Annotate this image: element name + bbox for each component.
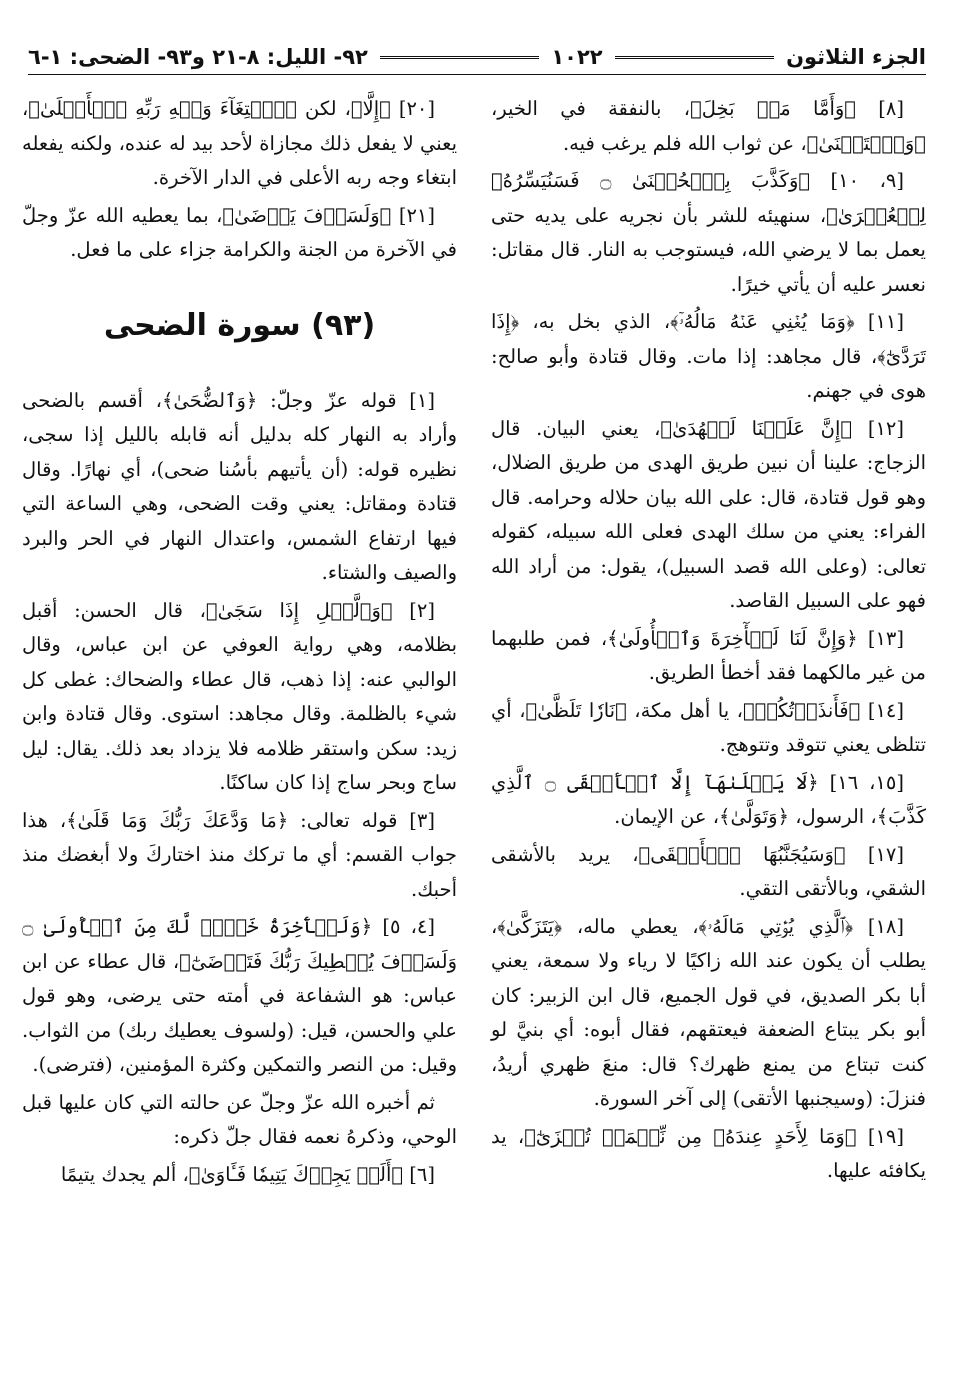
page-header	[28, 40, 926, 75]
left-column	[22, 92, 457, 1367]
header-rule-left	[380, 56, 539, 59]
paragraph-duha-verse-6: [٦] ﴿أَلَمۡ يَجِدۡكَ يَتِيمٗا فَـَٔاوَىٰ﴾، ألم يجدك يتيمًا	[60, 1162, 435, 1186]
paragraph-verse-19: [١٩] ﴿وَمَا لِأَحَدٍ عِندَهُۥ مِن نِّعۡمَةٖ تُجۡزَىٰٓ﴾، يد يكافئه عليها.	[491, 1124, 926, 1182]
paragraph-verses-9-10: [٩، ١٠] ﴿وَكَذَّبَ بِٱلۡحُسۡنَىٰ ۝ فَسَنُيَسِّرُهُۥ لِلۡعُسۡرَىٰ﴾، سنهيئه للشر بأن نجريه على يديه حتى يعمل بما لا يرضي الله، فيستوجب به النار. قال مقاتل: نعسر عليه أن يأتي خيرًا.	[491, 169, 926, 296]
paragraph-duha-verse-3: [٣] قوله تعالى: ﴿مَا وَدَّعَكَ رَبُّكَ وَمَا قَلَىٰ﴾، هذا جواب القسم: أي ما تركك منذ اختاركَ ولا أبغضك منذ أحبك.	[22, 808, 457, 901]
surah-title: (٩٣) سورة الضحى	[103, 307, 376, 343]
surah-range-label: ٩٢- الليل: ٨-٢١ و٩٣- الضحى: ١-٦	[28, 45, 368, 69]
paragraph-verse-21: [٢١] ﴿وَلَسَوۡفَ يَرۡضَىٰ﴾، بما يعطيه الله عزّ وجلّ في الآخرة من الجنة والكرامة جزاء على ما فعل.	[22, 203, 457, 261]
paragraph-verse-13: [١٣] ﴿وَإِنَّ لَنَا لَلۡأٓخِرَةَ وَٱلۡأُولَىٰ﴾، فمن طلبهما من غير مالكهما فقد أخطأ الطريق.	[491, 626, 926, 684]
part-label: الجزء الثلاثون	[786, 45, 926, 69]
text-columns	[22, 92, 926, 1367]
paragraph-verse-17: [١٧] ﴿وَسَيُجَنَّبُهَا ٱلۡأَتۡقَى﴾، يريد بالأشقى الشقي، وبالأتقى التقي.	[491, 842, 926, 900]
paragraph-verse-12: [١٢] ﴿إِنَّ عَلَيۡنَا لَلۡهُدَىٰ﴾، يعني البيان. قال الزجاج: علينا أن نبين طريق الهدى من طريق الضلال، وهو قول قتادة، قال: على الله بيان حلاله وحرامه. قال الفراء: يعني من سلك الهدى فعلى الله سبيله، كقوله تعالى: (وعلى الله قصد السبيل)، يقول: من أراد الله فهو على السبيل القاصد.	[491, 416, 926, 612]
paragraph-duha-verse-1: [١] قوله عزّ وجلّ: ﴿وَٱلضُّحَىٰ﴾، أقسم بالضحى وأراد به النهار كله بدليل أنه قابله بالليل إذا سجى، نظيره قوله: (أن يأتيهم بأسُنا ضحى)، أي نهارًا. وقال قتادة ومقاتل: يعني وقت الضحى، وهي الساعة التي فيها ارتفاع الشمس، واعتدال النهار في الحر والبرد والصيف والشتاء.	[22, 388, 457, 584]
right-column	[491, 92, 926, 1367]
paragraph-duha-verses-4-5: [٤، ٥] ﴿وَلَلۡأٓخِرَةُ خَيۡرٞ لَّكَ مِنَ ٱلۡأُولَىٰ ۝ وَلَسَوۡفَ يُعۡطِيكَ رَبُّكَ فَتَرۡضَىٰٓ﴾، قال عطاء عن ابن عباس: هو الشفاعة في أمته حتى يرضى، وهو قول علي والحسن، قيل: (ولسوف يعطيك ربك) من الثواب. وقيل: من النصر والتمكين وكثرة المؤمنين، (فترضى).	[22, 915, 457, 1076]
paragraph-verse-18: [١٨] ﴿ٱلَّذِي يُؤۡتِي مَالَهُۥ﴾، يعطي ماله، ﴿يَتَزَكَّىٰ﴾، يطلب أن يكون عند الله زاكيًا لا رياء ولا سمعة، يعني أبا بكر الصديق، في قول الجميع، قال ابن الزبير: كان أبو بكر يبتاع الضعفة فيعتقهم، فقال أبوه: أي بنيَّ لو كنت تبتاع من يمنع ظهرك؟ قال: منعَ ظهري أريدُ، فنزلَ: (وسيجنبها الأتقى) إلى آخر السورة.	[491, 914, 926, 1110]
paragraph-verses-15-16: [١٥، ١٦] ﴿لَا يَصۡلَىٰهَآ إِلَّا ٱلۡأَشۡقَى ۝ ٱلَّذِي كَذَّبَ﴾، الرسول، ﴿وَتَوَلَّىٰ﴾، عن الإيمان.	[491, 770, 926, 828]
page-number: ١٠٢٢	[551, 45, 603, 69]
paragraph-verse-14: [١٤] ﴿فَأَنذَرۡتُكُمۡ﴾، يا أهل مكة، ﴿نَارٗا تَلَظَّىٰ﴾، أي تتلظى يعني تتوقد وتتوهج.	[491, 698, 926, 756]
paragraph-verse-11: [١١] ﴿وَمَا يُغۡنِي عَنۡهُ مَالُهُۥٓ﴾، الذي بخل به، ﴿إِذَا تَرَدَّىٰٓ﴾، قال مجاهد: إذا مات. وقال قتادة وأبو صالح: هوى في جهنم.	[491, 310, 926, 402]
paragraph-duha-verse-2: [٢] ﴿وَٱلَّيۡلِ إِذَا سَجَىٰ﴾، قال الحسن: أقبل بظلامه، وهي رواية العوفي عن ابن عباس، وقال الوالبي عنه: إذا ذهب، قال عطاء والضحاك: غطى كل شيء بالظلمة. وقال مجاهد: استوى. وقال قتادة وابن زيد: سكن واستقر ظلامه فلا يزداد بعد ذلك. يقال: ليل ساج وبحر ساج إذا كان ساكنًا.	[22, 598, 457, 794]
paragraph-verse-8: [٨] ﴿وَأَمَّا مَنۢ بَخِلَ﴾، بالنفقة في الخير، ﴿وَٱسۡتَغۡنَىٰ﴾، عن ثواب الله فلم يرغب فيه.	[491, 97, 926, 155]
paragraph-verse-20: [٢٠] ﴿إِلَّا﴾، لكن ﴿ٱبۡتِغَآءَ وَجۡهِ رَبِّهِ ٱلۡأَعۡلَىٰ﴾، يعني لا يفعل ذلك مجازاة لأحد بيد له عنده، ولكنه يفعله ابتغاء وجه ربه الأعلى في الدار الآخرة.	[22, 97, 457, 189]
header-rule-right	[615, 56, 774, 59]
paragraph-duha-transition: ثم أخبره الله عزّ وجلّ عن حالته التي كان عليها قبل الوحي، وذكرهُ نعمه فقال جلّ ذكره:	[22, 1090, 457, 1148]
